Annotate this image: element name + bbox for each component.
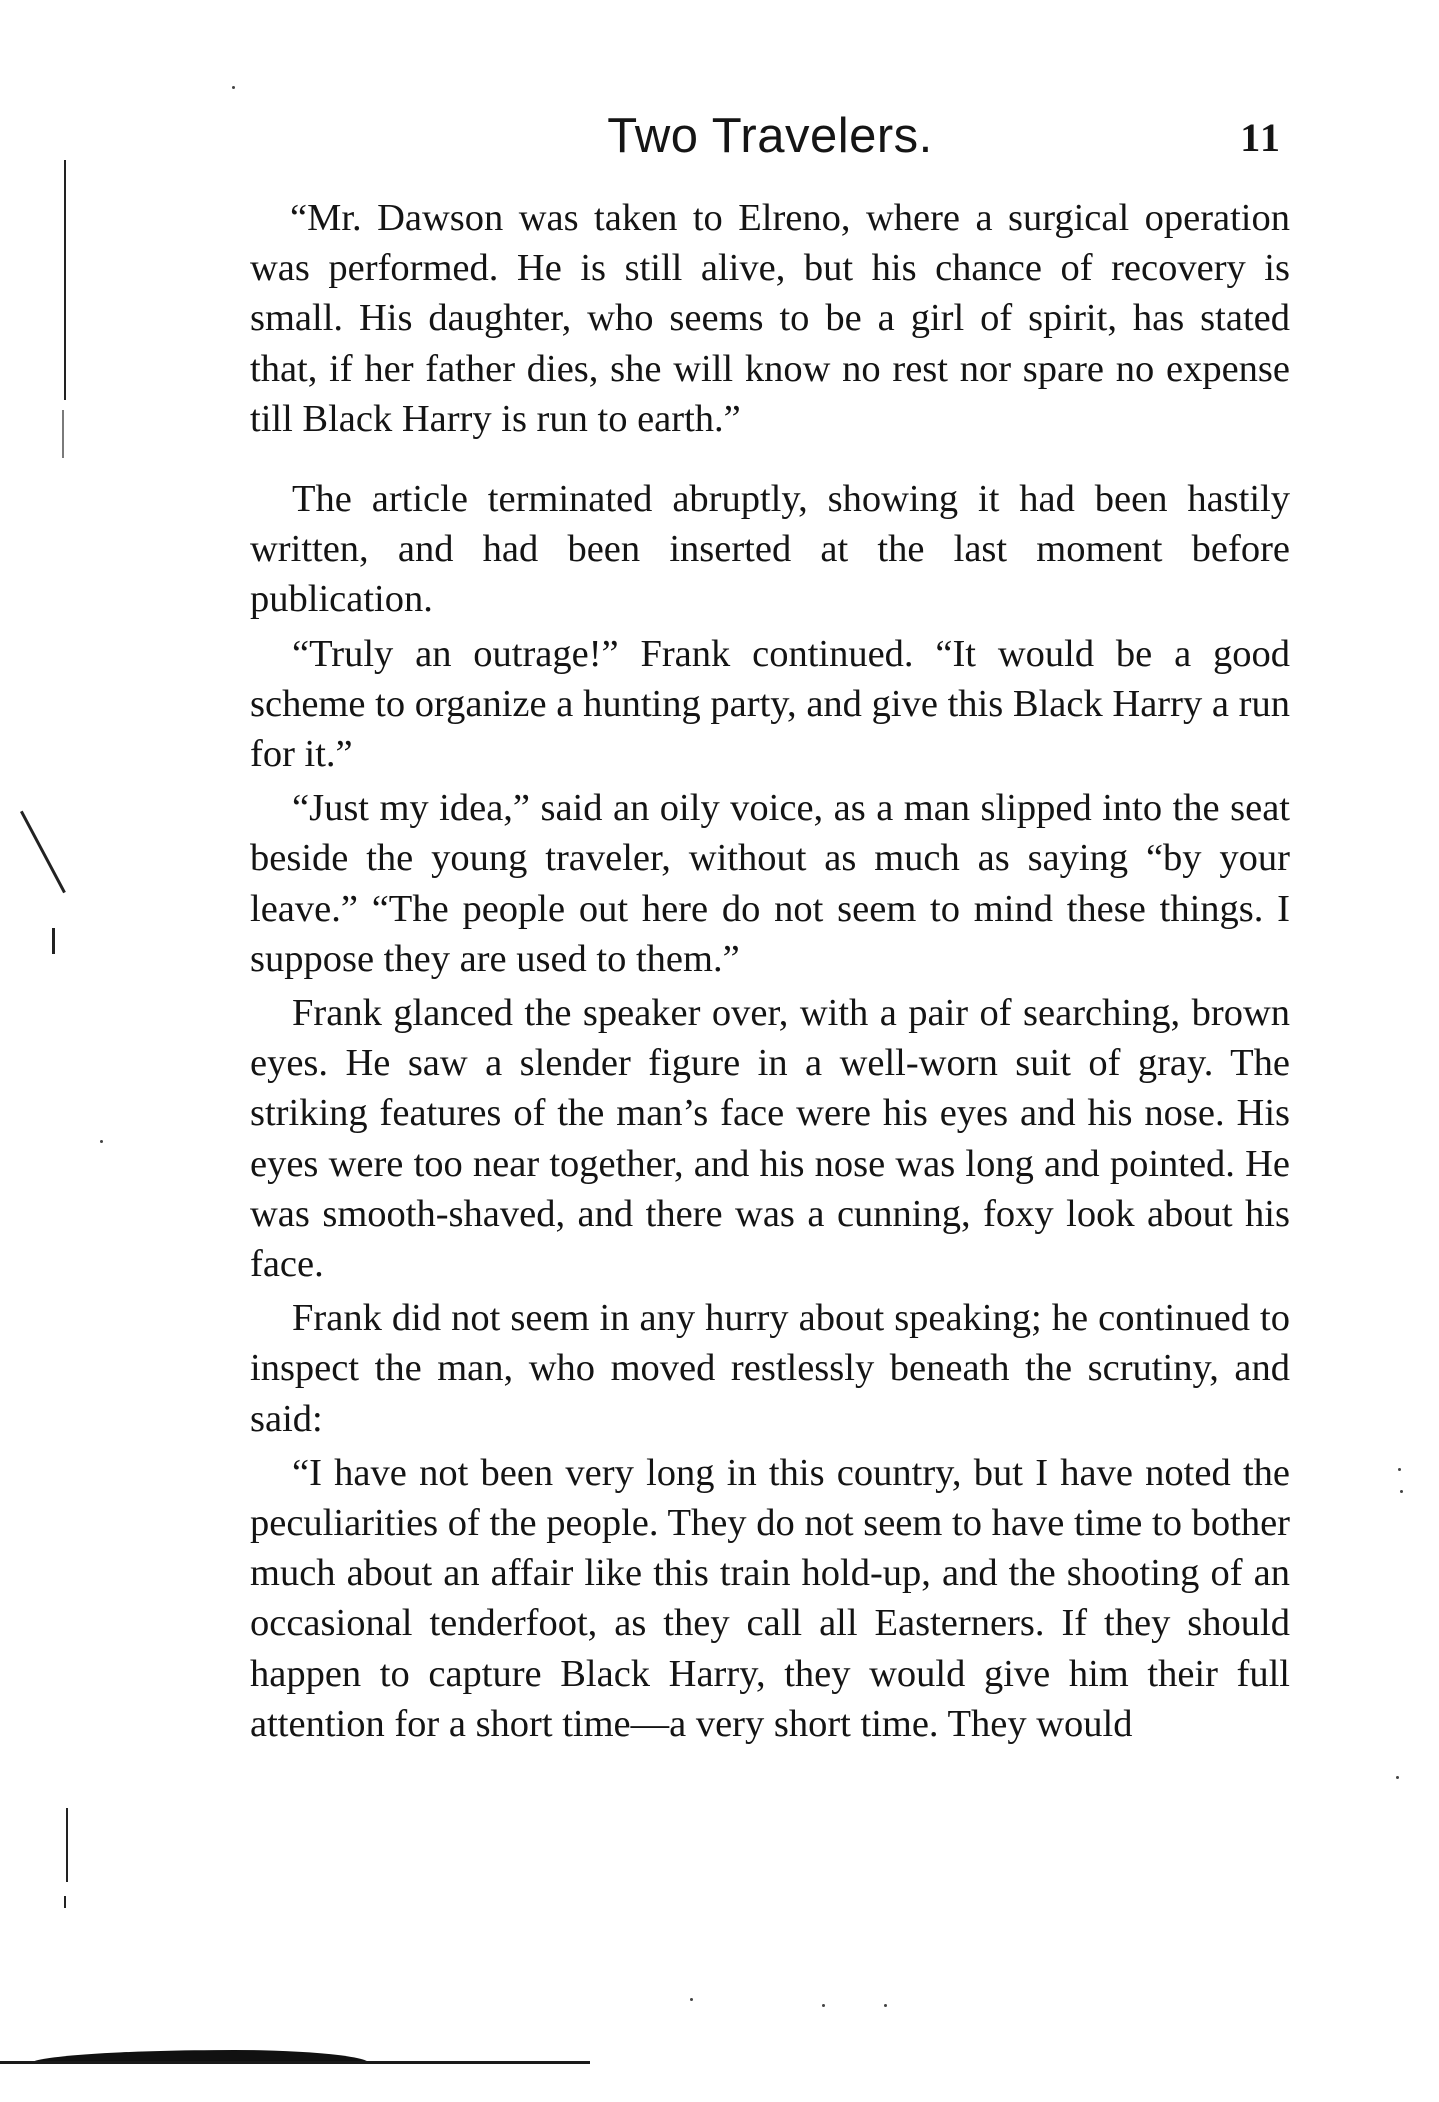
- scan-margin-mark: [52, 928, 55, 954]
- paragraph: “I have not been very long in this country, but I have noted the peculiarities of the people. They do not seem to have time to bother much about an affair like this train hold-up, and the shooting of an occasional tenderfoot, as they call all Easterners. If they should happen to capture Black Harry, they would give him their full attention for a short time—a very short time. They would: [250, 1451, 1290, 1745]
- running-title: Two Travelers.: [607, 109, 933, 163]
- scan-margin-mark: [64, 160, 66, 400]
- scan-speck: [1400, 1490, 1403, 1493]
- paragraph: Frank glanced the speaker over, with a pair of searching, brown eyes. He saw a slender figure in a well-worn suit of gray. The striking features of the man’s face were his eyes and his nose. His eyes were too near together, and his nose was long and pointed. He was smooth-shaved, and there was a cunning, foxy look about his face.: [250, 992, 1290, 1286]
- page-number: 11: [1240, 115, 1282, 160]
- scan-speck: [1398, 1468, 1401, 1471]
- paragraph: The article terminated abruptly, showing it had been hastily written, and had been inserted at the last moment before publication.: [250, 478, 1290, 621]
- paragraph: “Mr. Dawson was taken to Elreno, where a surgical operation was performed. He is still alive, but his chance of recovery is small. His daughter, who seems to be a girl of spirit, has stated that, if her father dies, she will know no rest nor spare no expense till Black Harry is run to earth.”: [250, 197, 1290, 440]
- paragraph: “Just my idea,” said an oily voice, as a man slipped into the seat beside the young traveler, without as much as saying “by your leave.” “The people out here do not seem to mind these things. I suppose they are used to them.”: [250, 787, 1290, 980]
- scan-margin-mark: [62, 410, 64, 458]
- scan-speck: [232, 86, 235, 89]
- scan-margin-mark: [66, 1808, 68, 1882]
- scan-speck: [884, 2004, 887, 2007]
- body-text: [250, 193, 1290, 1749]
- running-header: [250, 108, 1290, 168]
- paragraph: “Truly an outrage!” Frank continued. “It would be a good scheme to organize a hunting party, and give this Black Harry a run for it.”: [250, 632, 1290, 776]
- scan-margin-mark: [20, 811, 66, 894]
- scan-edge-rule: [0, 2061, 590, 2064]
- paragraph: Frank did not seem in any hurry about speaking; he continued to inspect the man, who moved restlessly beneath the scrutiny, and said:: [250, 1297, 1290, 1440]
- scan-speck: [690, 1998, 693, 2001]
- scan-speck: [822, 2004, 825, 2007]
- scan-margin-mark: [64, 1896, 66, 1908]
- scan-speck: [1396, 1776, 1399, 1779]
- scan-speck: [100, 1140, 103, 1143]
